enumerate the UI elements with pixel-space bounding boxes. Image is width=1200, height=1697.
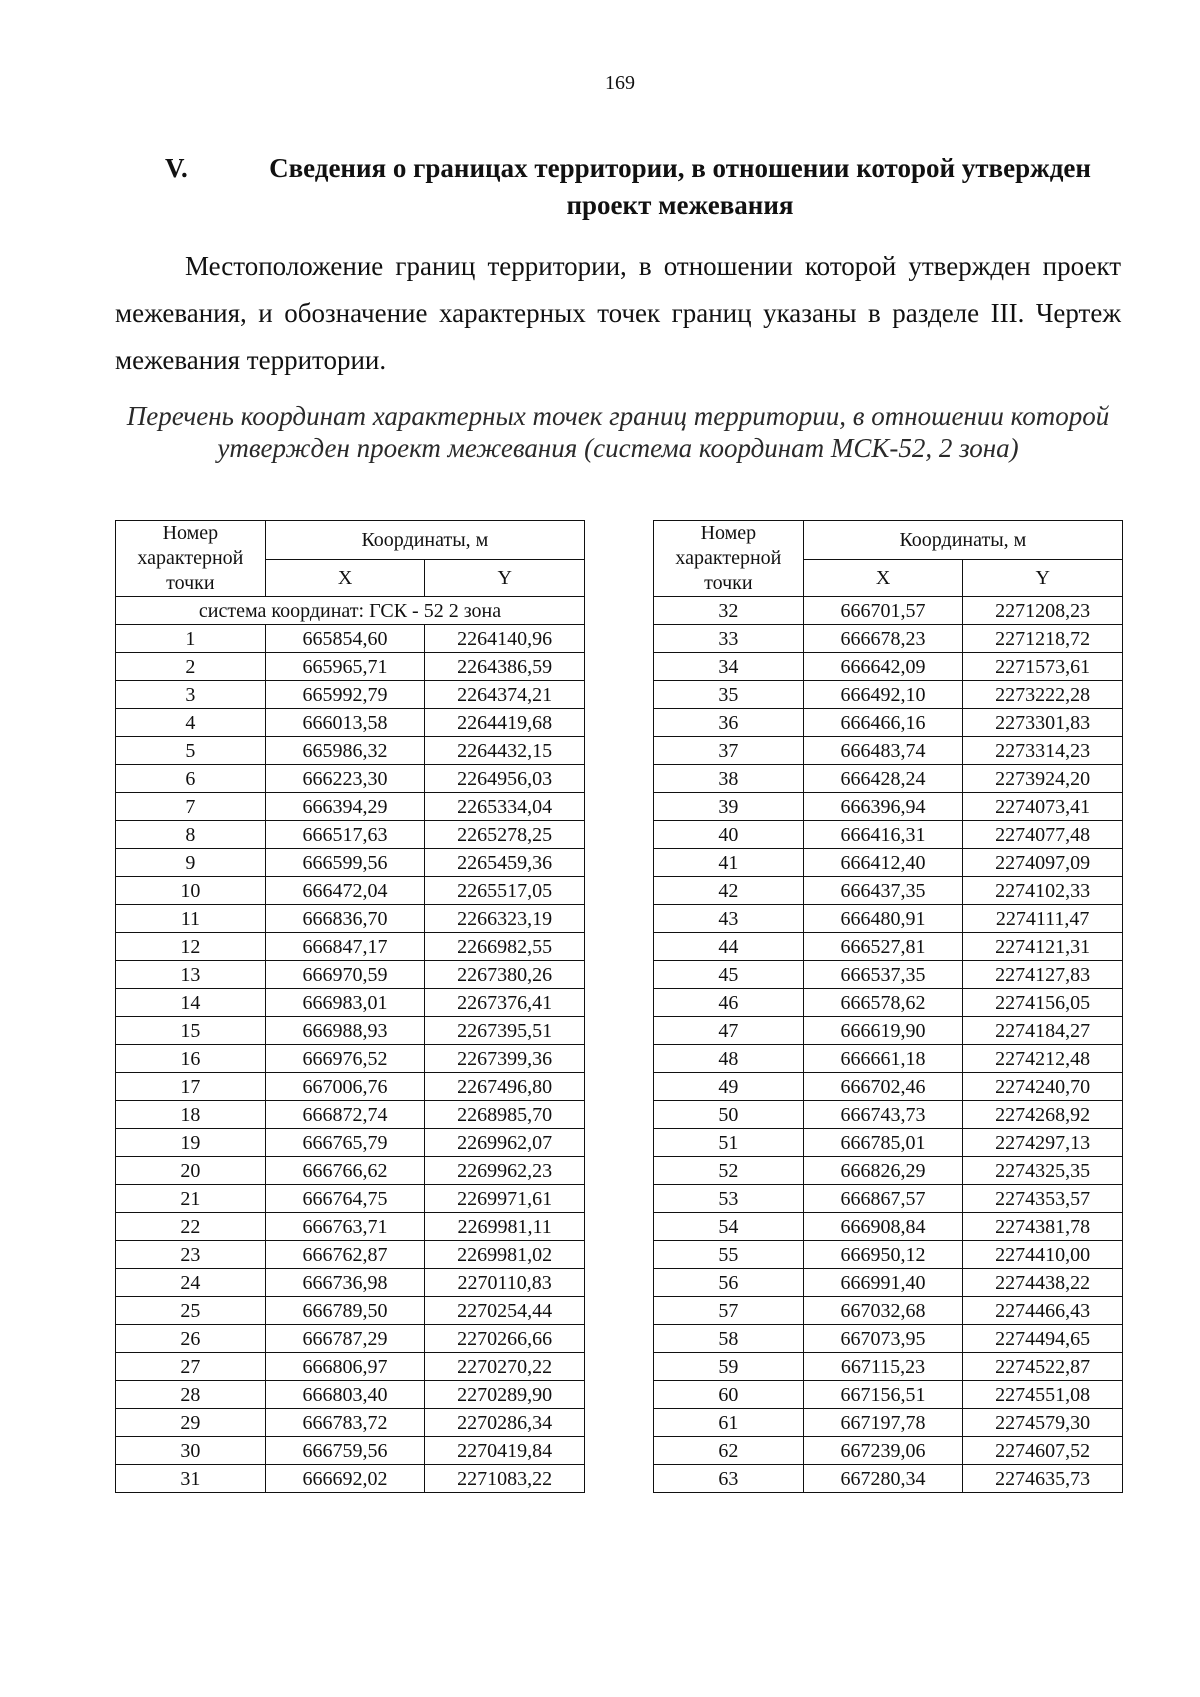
table-row xyxy=(654,1213,1123,1241)
point-number-cell: 55 xyxy=(654,1241,804,1269)
header-y: Y xyxy=(425,560,585,597)
x-coordinate-cell: 666619,90 xyxy=(803,1017,963,1045)
table-row xyxy=(654,1269,1123,1297)
y-coordinate-cell: 2274353,57 xyxy=(963,1185,1123,1213)
x-coordinate-cell: 666394,29 xyxy=(265,793,425,821)
x-coordinate-cell: 665965,71 xyxy=(265,653,425,681)
x-coordinate-cell: 666803,40 xyxy=(265,1381,425,1409)
y-coordinate-cell: 2271208,23 xyxy=(963,597,1123,625)
table-row xyxy=(654,653,1123,681)
y-coordinate-cell: 2274097,09 xyxy=(963,849,1123,877)
y-coordinate-cell: 2264374,21 xyxy=(425,681,585,709)
point-number-cell: 10 xyxy=(116,877,266,905)
body-paragraph: Местоположение границ территории, в отношении которой утвержден проект межевания, и обозначение характерных точек границ указаны в разделе III. Чертеж межевания территории. xyxy=(115,251,1121,375)
point-number-cell: 35 xyxy=(654,681,804,709)
point-number-cell: 29 xyxy=(116,1409,266,1437)
table-row xyxy=(116,1409,585,1437)
x-coordinate-cell: 667156,51 xyxy=(803,1381,963,1409)
table-row xyxy=(654,905,1123,933)
point-number-cell: 31 xyxy=(116,1465,266,1493)
y-coordinate-cell: 2270254,44 xyxy=(425,1297,585,1325)
y-coordinate-cell: 2267496,80 xyxy=(425,1073,585,1101)
x-coordinate-cell: 666765,79 xyxy=(265,1129,425,1157)
point-number-cell: 11 xyxy=(116,905,266,933)
point-number-cell: 39 xyxy=(654,793,804,821)
table-row xyxy=(116,1045,585,1073)
point-number-cell: 61 xyxy=(654,1409,804,1437)
point-number-cell: 51 xyxy=(654,1129,804,1157)
point-number-cell: 23 xyxy=(116,1241,266,1269)
point-number-cell: 26 xyxy=(116,1325,266,1353)
point-number-cell: 6 xyxy=(116,765,266,793)
table-row xyxy=(116,1325,585,1353)
table-row xyxy=(116,989,585,1017)
x-coordinate-cell: 666983,01 xyxy=(265,989,425,1017)
table-row xyxy=(654,597,1123,625)
point-number-cell: 9 xyxy=(116,849,266,877)
y-coordinate-cell: 2274127,83 xyxy=(963,961,1123,989)
x-coordinate-cell: 667280,34 xyxy=(803,1465,963,1493)
y-coordinate-cell: 2274156,05 xyxy=(963,989,1123,1017)
x-coordinate-cell: 667197,78 xyxy=(803,1409,963,1437)
point-number-cell: 62 xyxy=(654,1437,804,1465)
y-coordinate-cell: 2273222,28 xyxy=(963,681,1123,709)
table-row xyxy=(116,961,585,989)
y-coordinate-cell: 2274607,52 xyxy=(963,1437,1123,1465)
table-row xyxy=(654,1437,1123,1465)
table-caption: Перечень координат характерных точек границ территории, в отношении которой утвержден проект межевания (система координат МСК-52, 2 зона) xyxy=(126,401,1110,463)
y-coordinate-cell: 2270270,22 xyxy=(425,1353,585,1381)
point-number-cell: 20 xyxy=(116,1157,266,1185)
y-coordinate-cell: 2274579,30 xyxy=(963,1409,1123,1437)
point-number-cell: 50 xyxy=(654,1101,804,1129)
y-coordinate-cell: 2264419,68 xyxy=(425,709,585,737)
x-coordinate-cell: 666766,62 xyxy=(265,1157,425,1185)
point-number-cell: 5 xyxy=(116,737,266,765)
x-coordinate-cell: 667239,06 xyxy=(803,1437,963,1465)
table-row xyxy=(654,821,1123,849)
y-coordinate-cell: 2273314,23 xyxy=(963,737,1123,765)
table-row xyxy=(116,877,585,905)
point-number-cell: 47 xyxy=(654,1017,804,1045)
y-coordinate-cell: 2274268,92 xyxy=(963,1101,1123,1129)
y-coordinate-cell: 2265459,36 xyxy=(425,849,585,877)
header-point-number: Номер характерной точки xyxy=(654,521,804,597)
y-coordinate-cell: 2274111,47 xyxy=(963,905,1123,933)
y-coordinate-cell: 2267376,41 xyxy=(425,989,585,1017)
header-x: X xyxy=(265,560,425,597)
table-row xyxy=(116,1017,585,1045)
x-coordinate-cell: 666867,57 xyxy=(803,1185,963,1213)
table-row xyxy=(654,1241,1123,1269)
table-row xyxy=(116,1381,585,1409)
x-coordinate-cell: 665854,60 xyxy=(265,625,425,653)
point-number-cell: 37 xyxy=(654,737,804,765)
y-coordinate-cell: 2274077,48 xyxy=(963,821,1123,849)
x-coordinate-cell: 666527,81 xyxy=(803,933,963,961)
y-coordinate-cell: 2271083,22 xyxy=(425,1465,585,1493)
y-coordinate-cell: 2267395,51 xyxy=(425,1017,585,1045)
point-number-cell: 58 xyxy=(654,1325,804,1353)
table-row xyxy=(116,1269,585,1297)
point-number-cell: 18 xyxy=(116,1101,266,1129)
table-row xyxy=(654,681,1123,709)
x-coordinate-cell: 666599,56 xyxy=(265,849,425,877)
table-row xyxy=(654,1129,1123,1157)
point-number-cell: 40 xyxy=(654,821,804,849)
table-row xyxy=(116,709,585,737)
table-row xyxy=(116,1101,585,1129)
y-coordinate-cell: 2264956,03 xyxy=(425,765,585,793)
x-coordinate-cell: 666872,74 xyxy=(265,1101,425,1129)
y-coordinate-cell: 2274381,78 xyxy=(963,1213,1123,1241)
point-number-cell: 17 xyxy=(116,1073,266,1101)
x-coordinate-cell: 666437,35 xyxy=(803,877,963,905)
y-coordinate-cell: 2269981,11 xyxy=(425,1213,585,1241)
x-coordinate-cell: 667115,23 xyxy=(803,1353,963,1381)
point-number-cell: 12 xyxy=(116,933,266,961)
x-coordinate-cell: 666492,10 xyxy=(803,681,963,709)
point-number-cell: 41 xyxy=(654,849,804,877)
x-coordinate-cell: 666472,04 xyxy=(265,877,425,905)
x-coordinate-cell: 666480,91 xyxy=(803,905,963,933)
x-coordinate-cell: 666517,63 xyxy=(265,821,425,849)
y-coordinate-cell: 2274240,70 xyxy=(963,1073,1123,1101)
y-coordinate-cell: 2268985,70 xyxy=(425,1101,585,1129)
y-coordinate-cell: 2274635,73 xyxy=(963,1465,1123,1493)
x-coordinate-cell: 666223,30 xyxy=(265,765,425,793)
point-number-cell: 46 xyxy=(654,989,804,1017)
point-number-cell: 4 xyxy=(116,709,266,737)
table-row xyxy=(654,1381,1123,1409)
table-row xyxy=(116,1129,585,1157)
point-number-cell: 56 xyxy=(654,1269,804,1297)
x-coordinate-cell: 666759,56 xyxy=(265,1437,425,1465)
y-coordinate-cell: 2265278,25 xyxy=(425,821,585,849)
header-point-number: Номер характерной точки xyxy=(116,521,266,597)
point-number-cell: 1 xyxy=(116,625,266,653)
y-coordinate-cell: 2265334,04 xyxy=(425,793,585,821)
table-row xyxy=(116,821,585,849)
point-number-cell: 30 xyxy=(116,1437,266,1465)
y-coordinate-cell: 2274297,13 xyxy=(963,1129,1123,1157)
table-row xyxy=(116,1465,585,1493)
table-row xyxy=(116,1297,585,1325)
y-coordinate-cell: 2269981,02 xyxy=(425,1241,585,1269)
table-row xyxy=(116,1213,585,1241)
table-row xyxy=(654,877,1123,905)
y-coordinate-cell: 2269971,61 xyxy=(425,1185,585,1213)
point-number-cell: 3 xyxy=(116,681,266,709)
point-number-cell: 19 xyxy=(116,1129,266,1157)
table-row xyxy=(116,737,585,765)
x-coordinate-cell: 667073,95 xyxy=(803,1325,963,1353)
page-number: 169 xyxy=(605,72,635,94)
y-coordinate-cell: 2274522,87 xyxy=(963,1353,1123,1381)
header-x: X xyxy=(803,560,963,597)
point-number-cell: 32 xyxy=(654,597,804,625)
x-coordinate-cell: 666642,09 xyxy=(803,653,963,681)
x-coordinate-cell: 666013,58 xyxy=(265,709,425,737)
y-coordinate-cell: 2274102,33 xyxy=(963,877,1123,905)
point-number-cell: 13 xyxy=(116,961,266,989)
y-coordinate-cell: 2274466,43 xyxy=(963,1297,1123,1325)
x-coordinate-cell: 666412,40 xyxy=(803,849,963,877)
x-coordinate-cell: 665992,79 xyxy=(265,681,425,709)
point-number-cell: 38 xyxy=(654,765,804,793)
y-coordinate-cell: 2266323,19 xyxy=(425,905,585,933)
y-coordinate-cell: 2274551,08 xyxy=(963,1381,1123,1409)
table-row xyxy=(654,1465,1123,1493)
x-coordinate-cell: 666908,84 xyxy=(803,1213,963,1241)
point-number-cell: 54 xyxy=(654,1213,804,1241)
point-number-cell: 16 xyxy=(116,1045,266,1073)
y-coordinate-cell: 2270419,84 xyxy=(425,1437,585,1465)
table-row xyxy=(654,1017,1123,1045)
x-coordinate-cell: 666783,72 xyxy=(265,1409,425,1437)
y-coordinate-cell: 2271573,61 xyxy=(963,653,1123,681)
point-number-cell: 21 xyxy=(116,1185,266,1213)
header-y: Y xyxy=(963,560,1123,597)
table-row xyxy=(654,709,1123,737)
y-coordinate-cell: 2274073,41 xyxy=(963,793,1123,821)
section-heading xyxy=(160,150,1120,224)
x-coordinate-cell: 666836,70 xyxy=(265,905,425,933)
point-number-cell: 52 xyxy=(654,1157,804,1185)
x-coordinate-cell: 666466,16 xyxy=(803,709,963,737)
point-number-cell: 28 xyxy=(116,1381,266,1409)
x-coordinate-cell: 666678,23 xyxy=(803,625,963,653)
x-coordinate-cell: 666991,40 xyxy=(803,1269,963,1297)
x-coordinate-cell: 666950,12 xyxy=(803,1241,963,1269)
table-row xyxy=(116,905,585,933)
table-row xyxy=(116,1073,585,1101)
coordinate-system-row: система координат: ГСК - 52 2 зона xyxy=(116,597,585,625)
y-coordinate-cell: 2270289,90 xyxy=(425,1381,585,1409)
x-coordinate-cell: 666787,29 xyxy=(265,1325,425,1353)
point-number-cell: 44 xyxy=(654,933,804,961)
x-coordinate-cell: 666785,01 xyxy=(803,1129,963,1157)
table-row xyxy=(116,1185,585,1213)
section-title: Сведения о границах территории, в отношении которой утвержден проект межевания xyxy=(269,153,1091,220)
y-coordinate-cell: 2271218,72 xyxy=(963,625,1123,653)
y-coordinate-cell: 2270286,34 xyxy=(425,1409,585,1437)
table-row xyxy=(654,737,1123,765)
y-coordinate-cell: 2266982,55 xyxy=(425,933,585,961)
y-coordinate-cell: 2274325,35 xyxy=(963,1157,1123,1185)
x-coordinate-cell: 666976,52 xyxy=(265,1045,425,1073)
x-coordinate-cell: 666692,02 xyxy=(265,1465,425,1493)
y-coordinate-cell: 2270110,83 xyxy=(425,1269,585,1297)
x-coordinate-cell: 666661,18 xyxy=(803,1045,963,1073)
x-coordinate-cell: 666416,31 xyxy=(803,821,963,849)
y-coordinate-cell: 2274121,31 xyxy=(963,933,1123,961)
point-number-cell: 34 xyxy=(654,653,804,681)
x-coordinate-cell: 666743,73 xyxy=(803,1101,963,1129)
y-coordinate-cell: 2273924,20 xyxy=(963,765,1123,793)
point-number-cell: 8 xyxy=(116,821,266,849)
table-row xyxy=(116,793,585,821)
table-row xyxy=(116,1353,585,1381)
y-coordinate-cell: 2265517,05 xyxy=(425,877,585,905)
point-number-cell: 27 xyxy=(116,1353,266,1381)
table-row xyxy=(654,793,1123,821)
x-coordinate-cell: 666483,74 xyxy=(803,737,963,765)
table-row xyxy=(654,625,1123,653)
table-row xyxy=(654,1325,1123,1353)
table-row xyxy=(116,933,585,961)
x-coordinate-cell: 666736,98 xyxy=(265,1269,425,1297)
y-coordinate-cell: 2274184,27 xyxy=(963,1017,1123,1045)
x-coordinate-cell: 666428,24 xyxy=(803,765,963,793)
y-coordinate-cell: 2269962,07 xyxy=(425,1129,585,1157)
table-row xyxy=(654,1297,1123,1325)
point-number-cell: 22 xyxy=(116,1213,266,1241)
table-row xyxy=(116,765,585,793)
x-coordinate-cell: 666762,87 xyxy=(265,1241,425,1269)
y-coordinate-cell: 2273301,83 xyxy=(963,709,1123,737)
table-row xyxy=(116,849,585,877)
coordinates-table-left xyxy=(115,520,585,1493)
x-coordinate-cell: 667006,76 xyxy=(265,1073,425,1101)
table-row xyxy=(116,653,585,681)
table-row xyxy=(654,1101,1123,1129)
point-number-cell: 14 xyxy=(116,989,266,1017)
x-coordinate-cell: 665986,32 xyxy=(265,737,425,765)
point-number-cell: 45 xyxy=(654,961,804,989)
point-number-cell: 60 xyxy=(654,1381,804,1409)
table-row xyxy=(654,1157,1123,1185)
coordinates-table-right xyxy=(653,520,1123,1493)
x-coordinate-cell: 666578,62 xyxy=(803,989,963,1017)
y-coordinate-cell: 2264386,59 xyxy=(425,653,585,681)
header-coordinates: Координаты, м xyxy=(803,521,1122,560)
point-number-cell: 33 xyxy=(654,625,804,653)
x-coordinate-cell: 666701,57 xyxy=(803,597,963,625)
table-row xyxy=(116,1157,585,1185)
point-number-cell: 63 xyxy=(654,1465,804,1493)
y-coordinate-cell: 2264140,96 xyxy=(425,625,585,653)
y-coordinate-cell: 2274212,48 xyxy=(963,1045,1123,1073)
table-row xyxy=(654,1045,1123,1073)
point-number-cell: 36 xyxy=(654,709,804,737)
x-coordinate-cell: 666826,29 xyxy=(803,1157,963,1185)
x-coordinate-cell: 666789,50 xyxy=(265,1297,425,1325)
y-coordinate-cell: 2269962,23 xyxy=(425,1157,585,1185)
table-row xyxy=(654,849,1123,877)
x-coordinate-cell: 666763,71 xyxy=(265,1213,425,1241)
point-number-cell: 43 xyxy=(654,905,804,933)
table-row xyxy=(116,1241,585,1269)
point-number-cell: 42 xyxy=(654,877,804,905)
y-coordinate-cell: 2274410,00 xyxy=(963,1241,1123,1269)
y-coordinate-cell: 2264432,15 xyxy=(425,737,585,765)
point-number-cell: 7 xyxy=(116,793,266,821)
y-coordinate-cell: 2270266,66 xyxy=(425,1325,585,1353)
table-row xyxy=(654,1073,1123,1101)
table-row xyxy=(116,1437,585,1465)
point-number-cell: 59 xyxy=(654,1353,804,1381)
table-row xyxy=(654,1185,1123,1213)
y-coordinate-cell: 2267380,26 xyxy=(425,961,585,989)
x-coordinate-cell: 666988,93 xyxy=(265,1017,425,1045)
x-coordinate-cell: 666396,94 xyxy=(803,793,963,821)
point-number-cell: 2 xyxy=(116,653,266,681)
table-row xyxy=(116,625,585,653)
table-row xyxy=(654,765,1123,793)
table-row xyxy=(654,1353,1123,1381)
x-coordinate-cell: 666702,46 xyxy=(803,1073,963,1101)
x-coordinate-cell: 666847,17 xyxy=(265,933,425,961)
point-number-cell: 24 xyxy=(116,1269,266,1297)
x-coordinate-cell: 667032,68 xyxy=(803,1297,963,1325)
x-coordinate-cell: 666764,75 xyxy=(265,1185,425,1213)
header-coordinates: Координаты, м xyxy=(265,521,584,560)
point-number-cell: 48 xyxy=(654,1045,804,1073)
point-number-cell: 25 xyxy=(116,1297,266,1325)
x-coordinate-cell: 666970,59 xyxy=(265,961,425,989)
x-coordinate-cell: 666806,97 xyxy=(265,1353,425,1381)
y-coordinate-cell: 2274438,22 xyxy=(963,1269,1123,1297)
table-row xyxy=(654,989,1123,1017)
point-number-cell: 53 xyxy=(654,1185,804,1213)
section-number: V. xyxy=(165,153,188,183)
x-coordinate-cell: 666537,35 xyxy=(803,961,963,989)
point-number-cell: 49 xyxy=(654,1073,804,1101)
point-number-cell: 15 xyxy=(116,1017,266,1045)
y-coordinate-cell: 2267399,36 xyxy=(425,1045,585,1073)
point-number-cell: 57 xyxy=(654,1297,804,1325)
y-coordinate-cell: 2274494,65 xyxy=(963,1325,1123,1353)
table-row xyxy=(654,1409,1123,1437)
table-row xyxy=(654,961,1123,989)
table-row xyxy=(116,681,585,709)
table-row xyxy=(654,933,1123,961)
